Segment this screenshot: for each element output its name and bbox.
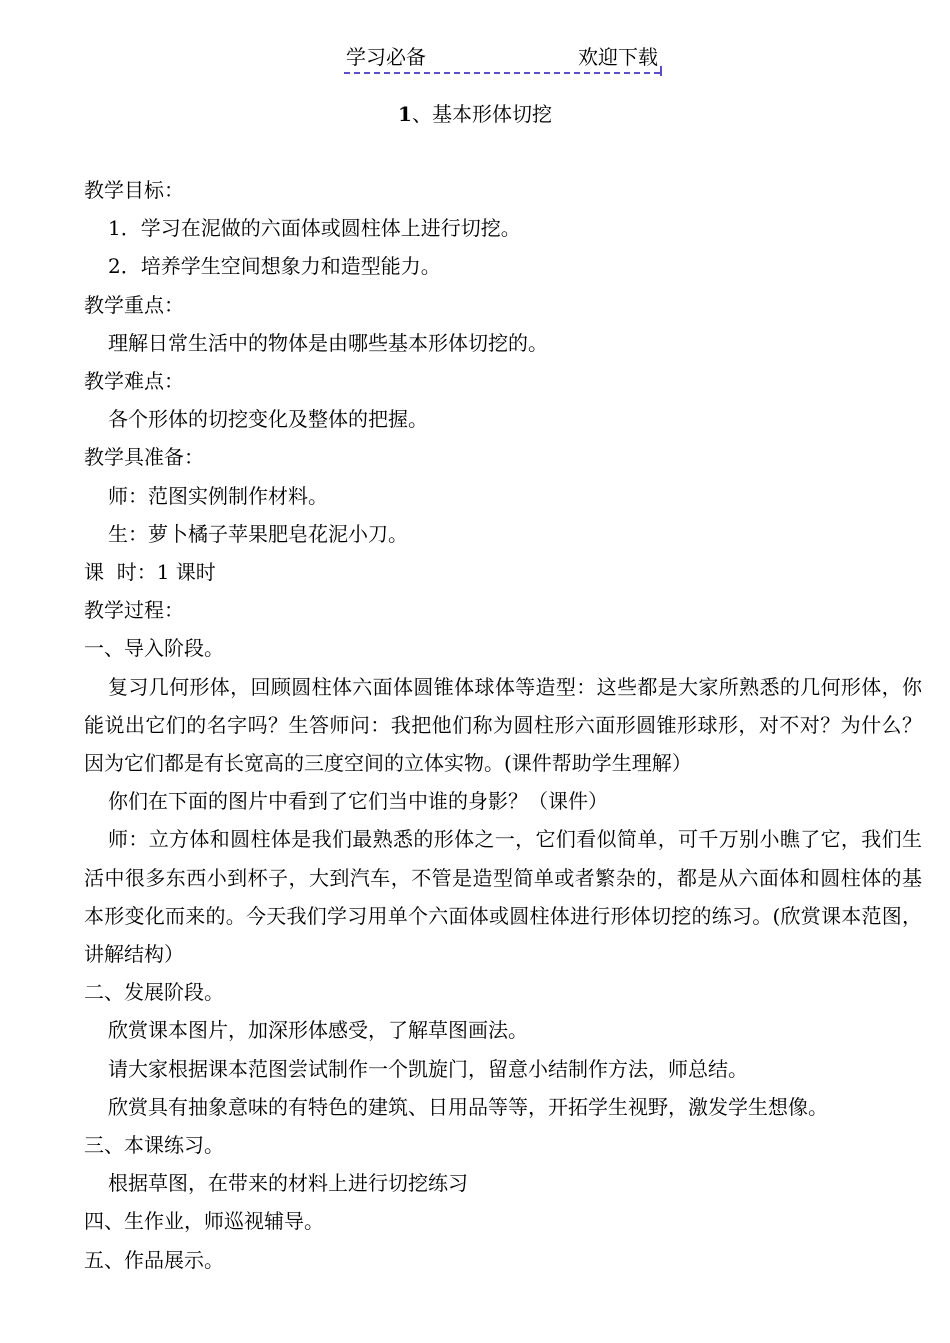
development-step: 欣赏课本图片，加深形体感受，了解草图画法。 — [108, 1018, 528, 1043]
header-left-text: 学习必备 — [346, 45, 426, 69]
header-right-text: 欢迎下载 — [578, 45, 658, 69]
section-heading-materials: 教学具准备： — [84, 445, 204, 470]
intro-question: 你们在下面的图片中看到了它们当中谁的身影？（课件） — [108, 789, 608, 814]
practice-text: 根据草图，在带来的材料上进行切挖练习 — [108, 1171, 468, 1196]
lesson-body — [84, 171, 922, 1279]
objective-item: 1．学习在泥做的六面体或圆柱体上进行切挖。 — [108, 216, 521, 241]
teacher-explanation: 师：立方体和圆柱体是我们最熟悉的形体之一，它们看似简单，可千万别小瞧了它，我们生活中很多东西小到杯子，大到汽车，不管是造型简单或者繁杂的，都是从六面体和圆柱体的基本形变化而来的。今天我们学习用单个六面体或圆柱体进行形体切挖的练习。(欣赏课本范图，讲解结构） — [84, 827, 922, 967]
development-step: 欣赏具有抽象意味的有特色的建筑、日用品等等，开拓学生视野，激发学生想像。 — [108, 1094, 828, 1119]
section-heading-objectives: 教学目标： — [84, 178, 184, 202]
section-heading-process: 教学过程： — [84, 598, 184, 623]
stage-heading-development: 二、发展阶段。 — [84, 980, 224, 1005]
teacher-materials: 师：范图实例制作材料。 — [108, 483, 328, 508]
intro-paragraph: 复习几何形体，回顾圆柱体六面体圆锥体球体等造型：这些都是大家所熟悉的几何形体，你能说出它们的名字吗？生答师问：我把他们称为圆柱形六面形圆锥形球形，对不对？为什么？因为它们都是有长宽高的三度空间的立体实物。(课件帮助学生理解） — [84, 674, 922, 776]
key-point-text: 理解日常生活中的物体是由哪些基本形体切挖的。 — [108, 330, 548, 355]
objective-item: 2．培养学生空间想象力和造型能力。 — [108, 254, 441, 279]
section-heading-key-points: 教学重点： — [84, 292, 184, 317]
stage-heading-intro: 一、导入阶段。 — [84, 636, 224, 661]
stage-heading-homework: 四、生作业，师巡视辅导。 — [84, 1209, 324, 1234]
lesson-title — [0, 100, 950, 128]
student-materials: 生：萝卜橘子苹果肥皂花泥小刀。 — [108, 521, 408, 546]
section-heading-difficulties: 教学难点： — [84, 369, 184, 394]
lesson-number: 1 — [398, 102, 412, 126]
page-header — [344, 42, 660, 74]
header-underline-end-mark — [660, 66, 662, 76]
stage-heading-practice: 三、本课练习。 — [84, 1133, 224, 1158]
lesson-title-text: 、基本形体切挖 — [411, 102, 552, 126]
development-step: 请大家根据课本范图尝试制作一个凯旋门，留意小结制作方法，师总结。 — [108, 1056, 748, 1081]
stage-heading-showcase: 五、作品展示。 — [84, 1247, 224, 1272]
class-hours: 课 时：1 课时 — [84, 560, 216, 585]
difficulty-text: 各个形体的切挖变化及整体的把握。 — [108, 407, 428, 432]
